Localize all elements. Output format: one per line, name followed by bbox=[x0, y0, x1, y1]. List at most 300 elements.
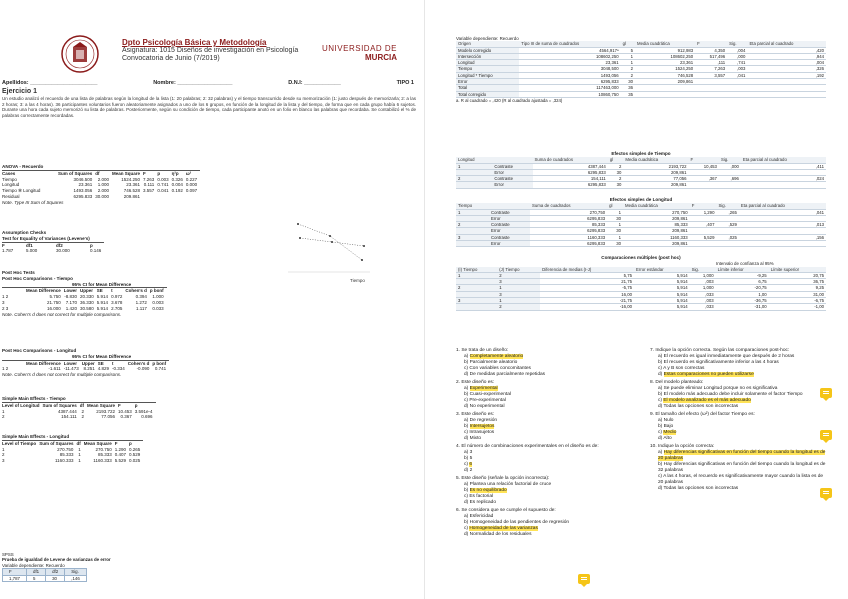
question-number: 1. bbox=[456, 348, 461, 353]
question-number: 10. bbox=[650, 444, 657, 449]
question-text: Este diseño es: bbox=[461, 380, 495, 385]
ci-header: 95% CI for Mean Difference bbox=[72, 353, 132, 359]
option-text: Es replicado bbox=[469, 500, 497, 505]
page-divider bbox=[424, 0, 425, 599]
table-cell: ,407 bbox=[690, 222, 717, 228]
questions-left bbox=[456, 348, 632, 540]
col-header: Diferencia de medias (I-J) bbox=[540, 267, 634, 273]
table-cell: 0.741 bbox=[157, 182, 169, 188]
col-header: Sum of Squares bbox=[58, 170, 93, 176]
table-cell: 2 bbox=[497, 272, 540, 278]
option-letter: c) bbox=[464, 526, 468, 531]
table-row bbox=[456, 91, 826, 97]
question-text: El número de combinaciones experimentales en el diseño es de: bbox=[461, 444, 599, 449]
table-cell: 1160,333 bbox=[623, 234, 690, 240]
option-letter: a) bbox=[658, 354, 663, 359]
table-cell: 270,750 bbox=[623, 209, 690, 215]
sme-tiempo bbox=[2, 396, 156, 420]
table-cell: 6295,833 bbox=[530, 215, 607, 221]
table-cell: -0.334 bbox=[111, 366, 125, 372]
exercise-intro: Un estudio analizó el recuerdo de una lista de palabras según la longitud de la lista (1: 20 palabras; 2: 32 palabras) y el tiempo transcurrido desde su memorización (1: justo después de memorizarla; 2: a las 2 horas; 3: a las 4 horas). 36 participantes voluntarios fueron aleatoriamente asignados a uno de los 6 grupos, en función de la longitud de la lista y del tiempo, de forma que en cada grupo había 6 sujetos. Durante una hora cada sujeto memorizó su lista de palabras. Posteriormente, según su condición de tiempo, cada participante anotó en un folio en blanco las palabras que recordaba. Se contabilizó el % de palabras correctamente recordadas. bbox=[2, 96, 416, 118]
table-cell: Contraste bbox=[492, 176, 532, 182]
option-letter: c) bbox=[658, 366, 662, 371]
option-text: Bajo bbox=[663, 424, 674, 429]
table-cell: 0.041 bbox=[157, 188, 169, 194]
col-header: Eta parcial al cuadrado bbox=[739, 203, 826, 209]
table-cell: 3.591e-4 bbox=[134, 408, 153, 414]
table-row bbox=[456, 182, 826, 188]
table-cell: 36.330 bbox=[80, 299, 94, 305]
question-item bbox=[650, 412, 826, 442]
table-cell: Total bbox=[456, 85, 519, 91]
table-row bbox=[456, 304, 826, 310]
table-cell: 0.111 bbox=[143, 182, 155, 188]
answer-option[interactable] bbox=[456, 404, 632, 410]
table-cell: 1.000 bbox=[97, 182, 110, 188]
option-letter: d) bbox=[464, 404, 469, 409]
col-header: Longitud bbox=[456, 157, 492, 163]
highlighted-answer: Homogeneidad de las varianzas bbox=[469, 526, 538, 531]
table-cell: Error bbox=[489, 228, 530, 234]
table-cell: 1 bbox=[456, 272, 497, 278]
highlighted-answer: Experimental bbox=[469, 386, 498, 391]
table-cell: 1 bbox=[607, 234, 623, 240]
col-header: F bbox=[695, 41, 727, 47]
table-cell: 209,861 bbox=[623, 215, 690, 221]
table-cell: 36 bbox=[621, 85, 635, 91]
table-cell: 108602,250 bbox=[519, 53, 620, 59]
col-header: Eta parcial al cuadrado bbox=[747, 41, 826, 47]
table-cell: 2 3 bbox=[2, 305, 9, 311]
table-cell: 5,914 bbox=[634, 272, 690, 278]
col-header: Sum of Squares bbox=[39, 440, 74, 446]
highlighted-answer: Medio bbox=[663, 430, 677, 435]
table-cell: ,156 bbox=[739, 234, 826, 240]
table-cell bbox=[747, 91, 826, 97]
multiple-ci-header: Intervalo de confianza al 95% bbox=[716, 261, 774, 267]
table-cell: Longitud bbox=[2, 182, 20, 188]
option-text: Todas las opciones son incorrectas bbox=[663, 404, 739, 409]
university-crest-icon bbox=[60, 34, 100, 74]
table-cell: 1,290 bbox=[690, 209, 717, 215]
table-cell: ,033 bbox=[690, 291, 716, 297]
table-cell: 3 bbox=[456, 234, 489, 240]
col-header: Tiempo bbox=[456, 203, 489, 209]
option-letter: a) bbox=[464, 418, 469, 423]
table-cell: 5.914 bbox=[96, 299, 109, 305]
spss-dv: Variable dependiente: Recuerdo bbox=[456, 36, 519, 41]
student-fields bbox=[2, 80, 414, 86]
question-text: Del modelo planteado: bbox=[655, 380, 704, 385]
option-letter: d) bbox=[464, 468, 469, 473]
option-letter: b) bbox=[464, 360, 469, 365]
table-cell: 20.330 bbox=[80, 294, 94, 300]
table-cell: 1160.333 bbox=[55, 458, 74, 464]
option-text: Con variables concomitantes bbox=[469, 366, 531, 371]
table-cell: 2 bbox=[621, 66, 635, 72]
col-header: Upper bbox=[81, 360, 95, 366]
table-cell: ,265 bbox=[716, 209, 738, 215]
table-cell: 209.861 bbox=[123, 193, 141, 199]
col-header: t bbox=[111, 288, 113, 294]
table-cell: 5.914 bbox=[96, 305, 109, 311]
option-letter: b) bbox=[464, 456, 469, 461]
question-item bbox=[456, 444, 632, 474]
question-item bbox=[456, 412, 632, 442]
table-cell: 30 bbox=[607, 241, 623, 247]
col-header: Mean Difference bbox=[26, 288, 61, 294]
dni-field[interactable]: D.N.I: ____________ bbox=[288, 80, 341, 86]
answer-option[interactable] bbox=[456, 372, 632, 378]
table-cell: 1 bbox=[78, 452, 81, 458]
answer-option[interactable] bbox=[650, 404, 826, 410]
table-cell: -9,25 bbox=[716, 272, 769, 278]
table-cell: -8.830 bbox=[64, 294, 78, 300]
table-cell: 30 bbox=[607, 228, 623, 234]
option-letter: a) bbox=[658, 450, 663, 455]
col-header: df bbox=[79, 402, 85, 408]
table-cell: ,111 bbox=[695, 60, 727, 66]
table-cell: 1 bbox=[621, 60, 635, 66]
table-cell: 3 bbox=[2, 458, 5, 464]
table-cell: ,146 bbox=[65, 575, 87, 581]
table-cell: ,192 bbox=[747, 72, 826, 78]
col-header: Cases bbox=[2, 170, 16, 176]
question-text: El tamaño del efecto (ω²) del factor Tiempo es: bbox=[655, 412, 755, 417]
table-cell: 35 bbox=[621, 91, 635, 97]
table-cell: 2193.722 bbox=[96, 408, 116, 414]
table-cell: 209,861 bbox=[623, 169, 688, 175]
table-cell: ,696 bbox=[719, 176, 741, 182]
table-cell: 2 bbox=[456, 176, 492, 182]
table-cell: 6295,833 bbox=[530, 241, 607, 247]
table-cell: 746.528 bbox=[123, 188, 141, 194]
table-cell: 5,914 bbox=[634, 291, 690, 297]
question-number: 4. bbox=[456, 444, 461, 449]
table-cell: 85.333 bbox=[97, 452, 112, 458]
option-letter: d) bbox=[658, 404, 663, 409]
table-cell: 10860,750 bbox=[519, 91, 620, 97]
table-cell: -21,75 bbox=[540, 298, 634, 304]
table-cell: 0.146 bbox=[90, 248, 102, 254]
col-header: Error estándar bbox=[634, 267, 690, 273]
spss-se-longitud bbox=[456, 196, 826, 247]
table-cell: 270.750 bbox=[57, 446, 74, 452]
table-cell: 1 bbox=[456, 209, 489, 215]
answer-option[interactable] bbox=[650, 462, 826, 474]
comment-icon[interactable] bbox=[820, 430, 832, 440]
table-cell: 108602,250 bbox=[635, 53, 695, 59]
table-cell: 5 bbox=[621, 47, 635, 53]
sme-longitud-body bbox=[2, 447, 143, 464]
table-cell: 5,914 bbox=[634, 304, 690, 310]
comment-icon[interactable] bbox=[820, 488, 832, 498]
col-header: SE bbox=[96, 288, 103, 294]
table-cell: 6295,833 bbox=[519, 79, 620, 85]
question-item bbox=[650, 348, 826, 378]
table-cell: 5.914 bbox=[96, 294, 109, 300]
option-letter: a) bbox=[658, 418, 663, 423]
table-cell: ,411 bbox=[741, 163, 826, 169]
comment-icon[interactable] bbox=[578, 574, 590, 584]
highlighted-answer: El modelo analizado es el más adecuado bbox=[663, 398, 751, 403]
table-cell: 3 bbox=[497, 291, 540, 297]
anova-title: ANOVA - Recuerdo bbox=[2, 164, 44, 169]
col-header: F bbox=[3, 569, 27, 575]
posthoc-longitud-note: Note. Cohen's d does not correct for multiple comparisons. bbox=[2, 372, 122, 378]
table-cell: 3,557 bbox=[695, 72, 727, 78]
table-row bbox=[3, 575, 87, 581]
option-letter: b) bbox=[464, 424, 469, 429]
option-letter: d) bbox=[464, 372, 469, 377]
option-letter: d) bbox=[658, 486, 663, 491]
plot-points bbox=[297, 223, 365, 261]
tests-body bbox=[456, 47, 826, 97]
table-cell: 21.750 bbox=[47, 299, 61, 305]
option-text: Cuasi-experimental bbox=[469, 392, 511, 397]
table-cell: 1 bbox=[607, 209, 623, 215]
highlighted-answer: Estas comparaciones no pueden utilizarse bbox=[663, 372, 754, 377]
col-header: Límite inferior bbox=[716, 267, 769, 273]
table-cell: 5,914 bbox=[634, 279, 690, 285]
table-row bbox=[2, 458, 143, 464]
comment-icon[interactable] bbox=[820, 388, 832, 398]
university-name: UNIVERSIDAD DE bbox=[322, 44, 398, 53]
option-letter: d) bbox=[464, 436, 469, 441]
table-cell: 1 bbox=[2, 446, 5, 452]
question-text: Este diseño es: bbox=[461, 412, 495, 417]
option-letter: c) bbox=[658, 398, 662, 403]
interaction-plot bbox=[284, 202, 374, 292]
answer-option[interactable] bbox=[650, 486, 826, 492]
spss-levene-title: Prueba de igualdad de Levene de varianzas de error bbox=[2, 557, 111, 563]
option-text: 2 bbox=[469, 468, 473, 473]
col-header: η²p bbox=[171, 170, 179, 176]
table-cell bbox=[456, 241, 489, 247]
table-cell: 5,914 bbox=[634, 298, 690, 304]
option-letter: a) bbox=[464, 354, 469, 359]
table-cell: 1,000 bbox=[690, 272, 716, 278]
col-header: df1 bbox=[26, 242, 33, 248]
option-letter: c) bbox=[464, 462, 468, 467]
table-cell: ,741 bbox=[727, 60, 747, 66]
table-cell: 1 bbox=[497, 285, 540, 291]
table-cell: Error bbox=[456, 79, 519, 85]
answer-option[interactable] bbox=[650, 474, 826, 486]
table-cell: 1524,250 bbox=[635, 66, 695, 72]
table-cell: 5.000 bbox=[26, 248, 38, 254]
question-number: 3. bbox=[456, 412, 461, 417]
anova-note: Note. Type III Sum of Squares bbox=[2, 199, 64, 205]
option-letter: c) bbox=[464, 398, 468, 403]
answer-option[interactable] bbox=[650, 450, 826, 462]
table-cell: 1 bbox=[456, 163, 492, 169]
option-text: Todas las opciones son incorrectas bbox=[663, 486, 739, 491]
table-cell: 1 bbox=[2, 408, 5, 414]
question-text: Indique la opción correcta. Según las comparaciones post-hoc: bbox=[655, 348, 790, 353]
col-header: Mean Square bbox=[87, 402, 116, 408]
table-cell: -5,75 bbox=[540, 285, 634, 291]
option-text: El recuerdo es significativamente inferior a las 4 horas bbox=[663, 360, 779, 365]
table-cell: -0.090 bbox=[136, 366, 150, 372]
highlighted-answer: 6 bbox=[469, 462, 473, 467]
question-number: 7. bbox=[650, 348, 655, 353]
option-text: Nulo bbox=[663, 418, 674, 423]
anova-body bbox=[2, 177, 200, 200]
table-cell: ,013 bbox=[739, 222, 826, 228]
tests-note: a. R al cuadrado = ,420 (R al cuadrado ajustada = ,324) bbox=[456, 97, 563, 103]
highlighted-answer: Intersujetos bbox=[469, 424, 495, 429]
apellidos-field[interactable]: Apellidos: ______________________ bbox=[2, 80, 98, 86]
question-item bbox=[456, 380, 632, 410]
table-cell: 2.000 bbox=[97, 188, 110, 194]
table-cell bbox=[719, 182, 741, 188]
answer-option[interactable] bbox=[456, 500, 632, 506]
option-letter: d) bbox=[658, 436, 663, 441]
posthoc-longitud-title: Post Hoc Comparisons - Longitud bbox=[2, 348, 77, 353]
table-cell: 7.263 bbox=[143, 176, 155, 182]
table-cell: 2 bbox=[621, 72, 635, 78]
option-letter: a) bbox=[464, 482, 469, 487]
col-header: Mean Difference bbox=[26, 360, 61, 366]
col-header: Límite superior bbox=[769, 267, 826, 273]
col-header: Mean Square bbox=[83, 440, 112, 446]
option-text: El modelo más adecuado debe incluir solamente el factor Tiempo bbox=[663, 392, 803, 397]
option-text: Parcialmente aleatorio bbox=[469, 360, 518, 365]
se-tiempo-body bbox=[456, 163, 826, 188]
question-text: Se considera que se cumple el supuesto de: bbox=[461, 508, 556, 513]
table-cell: Error bbox=[489, 241, 530, 247]
table-cell: 209,861 bbox=[635, 79, 695, 85]
table-cell: 7.170 bbox=[65, 299, 78, 305]
table-cell: Error bbox=[492, 182, 532, 188]
option-letter: d) bbox=[658, 372, 663, 377]
table-cell: 4.829 bbox=[97, 366, 109, 372]
question-number: 2. bbox=[456, 380, 461, 385]
sme-longitud bbox=[2, 434, 143, 464]
table-cell: 1.272 bbox=[135, 299, 147, 305]
multiple-body bbox=[456, 272, 826, 310]
col-header: (J) Tiempo bbox=[497, 267, 540, 273]
option-text: Pre-experimental bbox=[469, 398, 506, 403]
table-cell: 0.033 bbox=[152, 305, 164, 311]
table-cell: 6295,833 bbox=[533, 182, 608, 188]
sme-tiempo-title: Simple Main Effects - Tiempo bbox=[2, 396, 66, 401]
anova-table bbox=[2, 164, 200, 206]
table-cell bbox=[695, 91, 727, 97]
table-cell: 0.004 bbox=[171, 182, 183, 188]
table-cell: 2 bbox=[497, 304, 540, 310]
spss-se-tiempo bbox=[456, 150, 826, 189]
table-cell: 0.326 bbox=[171, 176, 183, 182]
table-cell: 1,000 bbox=[690, 285, 716, 291]
table-cell: 6,75 bbox=[716, 279, 769, 285]
table-cell: 77,056 bbox=[623, 176, 688, 182]
option-letter: b) bbox=[658, 462, 663, 467]
option-text: De regresión bbox=[469, 418, 498, 423]
table-cell: ,004 bbox=[727, 47, 747, 53]
university-logo bbox=[322, 44, 397, 62]
table-cell: 21,75 bbox=[540, 279, 634, 285]
table-cell: 2.000 bbox=[97, 176, 110, 182]
table-cell: Tiempo ✻ Longitud bbox=[2, 188, 41, 194]
table-cell: 3 bbox=[497, 279, 540, 285]
table-cell: 154,111 bbox=[533, 176, 608, 182]
table-cell: 2 bbox=[608, 163, 624, 169]
table-cell bbox=[690, 241, 717, 247]
table-cell: -1.611 bbox=[48, 366, 61, 372]
answer-option[interactable] bbox=[456, 436, 632, 442]
table-cell: 0.367 bbox=[120, 414, 132, 420]
answer-option[interactable] bbox=[650, 372, 826, 378]
table-cell: 117463,000 bbox=[519, 85, 620, 91]
option-letter: c) bbox=[658, 474, 662, 479]
col-header: gl bbox=[607, 203, 623, 209]
col-header: F bbox=[2, 242, 5, 248]
table-cell: 85.333 bbox=[59, 452, 74, 458]
table-cell: 1.420 bbox=[65, 305, 78, 311]
option-letter: b) bbox=[464, 520, 469, 525]
table-cell: 30 bbox=[46, 575, 65, 581]
table-cell: 30.580 bbox=[80, 305, 94, 311]
table-cell: 16,00 bbox=[540, 291, 634, 297]
answer-option[interactable] bbox=[456, 468, 632, 474]
table-cell: 4387.444 bbox=[57, 408, 77, 414]
table-cell: 2 bbox=[2, 414, 5, 420]
col-header: df1 bbox=[27, 569, 46, 575]
course-line: Asignatura: 1015 Diseños de investigación en Psicología bbox=[122, 47, 299, 54]
call-line: Convocatoria de Junio (7/2019) bbox=[122, 55, 220, 62]
se-tiempo-title: Efectos simples de Tiempo bbox=[611, 151, 671, 156]
table-cell: Residual bbox=[2, 193, 20, 199]
table-cell: -6,75 bbox=[769, 298, 826, 304]
table-row bbox=[456, 241, 826, 247]
option-letter: a) bbox=[464, 450, 469, 455]
table-cell: 1.117 bbox=[135, 305, 147, 311]
table-cell: ,003 bbox=[690, 298, 716, 304]
table-cell: 6295.833 bbox=[73, 193, 93, 199]
table-cell: ,000 bbox=[727, 53, 747, 59]
table-cell: 1 2 bbox=[2, 294, 9, 300]
table-cell: Contraste bbox=[489, 234, 530, 240]
highlighted-answer: Hay diferencias significativas en función del tiempo cuando la longitud es de 20 palabras bbox=[658, 450, 826, 461]
col-header: df bbox=[95, 170, 100, 176]
option-text: Hay diferencias significativas en función del tiempo cuando la longitud es de 32 palabras bbox=[658, 462, 826, 473]
answer-option[interactable] bbox=[456, 532, 632, 538]
table-cell: 1524.250 bbox=[121, 176, 141, 182]
sme-tiempo-body bbox=[2, 409, 156, 421]
table-cell: 23.361 bbox=[78, 182, 93, 188]
col-header: df bbox=[76, 440, 81, 446]
table-cell: ,041 bbox=[727, 72, 747, 78]
table-cell bbox=[635, 91, 695, 97]
table-cell: Modelo corregido bbox=[456, 47, 519, 53]
col-header: Sig. bbox=[727, 41, 747, 47]
option-letter: c) bbox=[464, 366, 468, 371]
table-cell: 2.705 bbox=[111, 305, 123, 311]
table-cell: 36,75 bbox=[769, 279, 826, 285]
table-cell: 5,75 bbox=[540, 272, 634, 278]
table-cell: 3.557 bbox=[143, 188, 155, 194]
se-longitud-body bbox=[456, 209, 826, 247]
table-cell: -20,75 bbox=[716, 285, 769, 291]
nombre-field[interactable]: Nombre: __________________ bbox=[153, 80, 233, 86]
posthoc-tiempo-note: Note. Cohen's d does not correct for multiple comparisons. bbox=[2, 311, 122, 317]
option-text: Homogeneidad de las pendientes de regresión bbox=[469, 520, 570, 525]
table-cell: 270.750 bbox=[95, 446, 112, 452]
header-course-info bbox=[122, 39, 298, 63]
answer-option[interactable] bbox=[650, 436, 826, 442]
